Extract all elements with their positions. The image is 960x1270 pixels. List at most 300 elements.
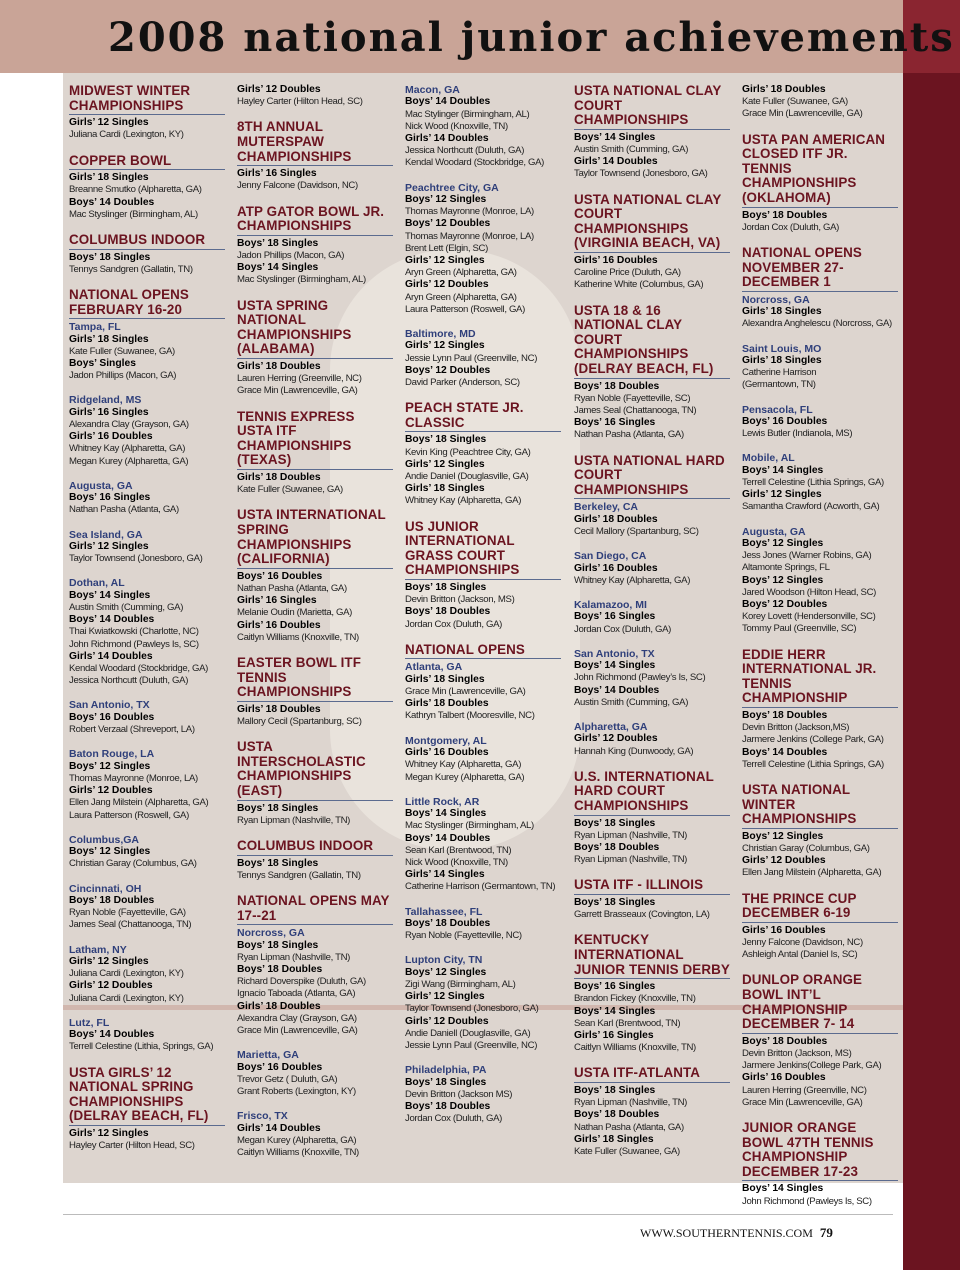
- location-label: Atlanta, GA: [405, 661, 463, 674]
- event-label: Girls’ 16 Doubles: [742, 924, 826, 936]
- spacer: [574, 538, 730, 550]
- header-band: [0, 0, 955, 73]
- location-label: Philadelphia, PA: [405, 1064, 487, 1077]
- location-label: Macon, GA: [405, 84, 460, 96]
- spacer: [69, 736, 225, 748]
- player-name: Kathryn Talbert (Mooresville, NC): [405, 710, 535, 722]
- player-name: Megan Kurey (Alpharetta, GA): [237, 1134, 357, 1146]
- event-label: Boys’ 14 Doubles: [405, 96, 491, 108]
- tournament-section: [742, 648, 898, 771]
- player-name: John Richmond (Pawley’s Is, SC): [574, 672, 706, 684]
- player-name: David Parker (Anderson, SC): [405, 377, 520, 389]
- location-label: Norcross, GA: [742, 293, 810, 306]
- player-name: Cecil Mallory (Spartanburg, SC): [574, 525, 699, 537]
- tournament-section: [742, 246, 898, 636]
- spacer: [237, 1037, 393, 1049]
- event-label: Girls’ 18 Doubles: [574, 513, 658, 525]
- tournament-title: USTA GIRLS’ 12 NATIONAL SPRING CHAMPIONSHIPS (DELRAY BEACH, FL): [69, 1066, 225, 1126]
- event-label: Girls’ 18 Singles: [742, 354, 822, 366]
- player-name: Hannah King (Dunwoody, GA): [574, 745, 694, 757]
- tournament-section: [237, 299, 393, 398]
- tournament-title: USTA NATIONAL HARD COURT CHAMPIONSHIPS: [574, 454, 730, 500]
- player-name: Jarmere Jenkins(College Park, GA): [742, 1060, 882, 1072]
- event-label: Boys’ 12 Singles: [405, 966, 487, 978]
- event-label: Boys’ 18 Singles: [405, 434, 487, 446]
- event-label: Boys’ 12 Doubles: [405, 218, 491, 230]
- player-name: Lewis Butler (Indianola, MS): [742, 428, 853, 440]
- player-name: Jenny Falcone (Davidson, NC): [237, 180, 358, 192]
- tournament-section: [405, 643, 561, 1126]
- event-label: Girls’ 12 Doubles: [237, 84, 321, 95]
- player-name: Nick Wood (Knoxville, TN): [405, 120, 508, 132]
- tournament-section: [574, 304, 730, 442]
- event-label: Boys’ 14 Singles: [69, 589, 151, 601]
- event-label: Girls’ 16 Doubles: [574, 254, 658, 266]
- event-label: Girls’ 12 Singles: [405, 340, 485, 352]
- event-label: Boys’ 14 Singles: [742, 464, 824, 476]
- event-label: Girls’ 18 Singles: [69, 172, 149, 184]
- tournament-title: PEACH STATE JR. CLASSIC: [405, 401, 561, 432]
- event-label: Boys’ 18 Doubles: [405, 606, 491, 618]
- event-label: Boys’ 18 Singles: [237, 802, 319, 814]
- tournament-section: [742, 1121, 898, 1208]
- event-label: Boys’ 16 Singles: [574, 611, 656, 623]
- player-name: Ryan Lipman (Nashville, TN): [237, 814, 351, 826]
- player-name: Nathan Pasha (Atlanta, GA): [237, 582, 347, 594]
- tournament-section: [742, 973, 898, 1109]
- spacer: [405, 316, 561, 328]
- event-label: Boys’ 14 Singles: [574, 1005, 656, 1017]
- column-3: [405, 84, 561, 1137]
- tournament-title: THE PRINCE CUP DECEMBER 6-19: [742, 892, 898, 923]
- location-label: Marietta, GA: [237, 1049, 299, 1062]
- tournament-title: DUNLOP ORANGE BOWL INT’L CHAMPIONSHIP DECEMBER 7- 14: [742, 973, 898, 1033]
- player-name: Jadon Phillips (Macon, GA): [69, 370, 177, 382]
- event-label: Boys’ 18 Singles: [574, 897, 656, 908]
- event-label: Girls’ 12 Singles: [69, 1127, 149, 1139]
- tournament-section: [405, 520, 561, 631]
- event-label: Boys’ 14 Doubles: [742, 746, 828, 758]
- event-label: Girls’ 16 Singles: [69, 406, 149, 418]
- player-name: Devin Britton (Jackson, MS): [405, 594, 515, 606]
- event-label: Girls’ 18 Doubles: [237, 1000, 321, 1012]
- tournament-title: USTA ITF-ATLANTA: [574, 1066, 730, 1083]
- player-name: Ryan Noble (Fayetteville, SC): [574, 392, 691, 404]
- event-label: Boys’ 12 Singles: [69, 760, 151, 772]
- spacer: [574, 709, 730, 721]
- event-label: Girls’ 12 Singles: [69, 117, 149, 129]
- player-name: Whitney Kay (Alpharetta, GA): [69, 443, 186, 455]
- player-name: Caitlyn Williams (Knoxville, TN): [574, 1042, 696, 1054]
- tournament-section: [574, 770, 730, 867]
- location-label: Latham, NY: [69, 943, 127, 956]
- tournament-section: [742, 783, 898, 880]
- event-label: Boys’ 18 Doubles: [574, 380, 660, 392]
- event-label: Boys’ 16 Singles: [574, 417, 656, 429]
- player-name: Mac Styslinger (Birmingham, AL): [237, 274, 366, 286]
- player-name: Juliana Cardi (Lexington, KY): [69, 129, 184, 141]
- spacer: [742, 331, 898, 343]
- player-name: Tennys Sandgren (Gallatin, TN): [237, 869, 361, 881]
- player-name: Ryan Lipman (Nashville, TN): [574, 854, 688, 866]
- tournament-section: [237, 894, 393, 1159]
- event-label: Girls’ 18 Doubles: [237, 471, 321, 483]
- event-label: Boys’ 12 Singles: [405, 194, 487, 206]
- location-label: Augusta, GA: [69, 479, 133, 492]
- player-name: Andie Daniel (Douglasville, GA): [405, 471, 529, 483]
- event-label: Girls’ 12 Doubles: [574, 733, 658, 745]
- column-4: [574, 84, 730, 1170]
- event-label: Girls’ 14 Doubles: [574, 156, 658, 168]
- player-name: Ignacio Taboada (Atlanta, GA): [237, 988, 356, 1000]
- tournament-title: USTA NATIONAL WINTER CHAMPIONSHIPS: [742, 783, 898, 829]
- event-label: Girls’ 18 Doubles: [742, 84, 826, 95]
- player-name: Hayley Carter (Hilton Head, SC): [69, 1140, 195, 1152]
- column-1: [69, 84, 225, 1164]
- player-name: Grace Min (Lawrenceville, GA): [742, 1096, 863, 1108]
- event-label: Boys’ 18 Singles: [237, 939, 319, 951]
- player-name: Tennys Sandgren (Gallatin, TN): [69, 263, 193, 275]
- location-label: Tallahassee, FL: [405, 905, 483, 918]
- player-name: Tommy Paul (Greenville, SC): [742, 623, 857, 635]
- player-name: Ryan Lipman (Nashville, TN): [574, 1097, 688, 1109]
- player-name: Melanie Oudin (Marietta, GA): [237, 607, 352, 619]
- location-label: Little Rock, AR: [405, 795, 480, 808]
- footer-site[interactable]: WWW.SOUTHERNTENNIS.COM: [640, 1226, 813, 1240]
- player-name: Grace Min (Lawrenceville, GA): [237, 385, 358, 397]
- location-label: Montgomery, AL: [405, 734, 487, 747]
- player-name: Jessie Lynn Paul (Greenville, NC): [405, 352, 538, 364]
- spacer: [405, 1052, 561, 1064]
- player-name: Whitney Kay (Alpharetta, GA): [405, 495, 522, 507]
- player-name: Ryan Noble (Fayetteville, GA): [69, 907, 186, 919]
- event-label: Girls’ 14 Doubles: [405, 133, 489, 145]
- location-label: Columbus,GA: [69, 833, 139, 846]
- player-name: Juliana Cardi (Lexington, KY): [69, 992, 184, 1004]
- tournament-title: COLUMBUS INDOOR: [237, 839, 393, 856]
- tournament-title: USTA NATIONAL CLAY COURT CHAMPIONSHIPS (VIRGINIA BEACH, VA): [574, 193, 730, 253]
- event-label: Boys’ 18 Singles: [405, 582, 487, 594]
- tournament-title: TENNIS EXPRESS USTA ITF CHAMPIONSHIPS (TEXAS): [237, 410, 393, 470]
- player-name: Terrell Celestine (Lithia Springs, GA): [742, 758, 884, 770]
- location-label: Norcross, GA: [237, 927, 305, 940]
- tournament-title: USTA PAN AMERICAN CLOSED ITF JR. TENNIS CHAMPIONSHIPS (OKLAHOMA): [742, 133, 898, 208]
- column-2: [237, 84, 393, 1171]
- player-name: Catherine Harrison (Germantown, TN): [405, 881, 556, 893]
- player-name: Ryan Lipman (Nashville, TN): [237, 951, 351, 963]
- event-label: Boys’ 14 Doubles: [405, 832, 491, 844]
- player-name: Taylor Townsend (Jonesboro, GA): [574, 168, 708, 180]
- player-name: Ellen Jang Milstein (Alpharetta, GA): [742, 867, 882, 879]
- tournament-section: [742, 892, 898, 962]
- event-label: Girls’ 18 Singles: [69, 333, 149, 345]
- tournament-title: KENTUCKY INTERNATIONAL JUNIOR TENNIS DERBY: [574, 933, 730, 979]
- tournament-section: [574, 454, 730, 758]
- location-label: Augusta, GA: [742, 525, 806, 538]
- player-name: Caroline Price (Duluth, GA): [574, 267, 681, 279]
- player-name: Mac Styslinger (Birmingham, AL): [69, 208, 198, 220]
- event-label: Girls’ 12 Singles: [742, 489, 822, 501]
- location-label: Peachtree City, GA: [405, 181, 499, 194]
- event-label: Boys’ 18 Doubles: [69, 894, 155, 906]
- player-name: Altamonte Springs, FL: [742, 562, 830, 574]
- player-name: Katherine White (Columbus, GA): [574, 279, 704, 291]
- tournament-section: [237, 508, 393, 644]
- player-name: Andie Daniell (Douglasville, GA): [405, 1027, 531, 1039]
- location-label: San Antonio, TX: [69, 699, 150, 712]
- event-label: Girls’ 12 Doubles: [742, 855, 826, 867]
- player-name: Kevin King (Peachtree City, GA): [405, 446, 531, 458]
- tournament-title: COLUMBUS INDOOR: [69, 233, 225, 250]
- player-name: Kendal Woodard (Stockbridge, GA): [69, 663, 209, 675]
- event-label: Boys’ 14 Singles: [742, 1183, 824, 1195]
- player-name: Juliana Cardi (Lexington, KY): [69, 968, 184, 980]
- event-label: Boys’ 18 Doubles: [742, 209, 828, 221]
- location-label: San Diego, CA: [574, 550, 647, 563]
- event-label: Boys’ 14 Doubles: [574, 684, 660, 696]
- player-name: Aryn Green (Alpharetta, GA): [405, 267, 517, 279]
- player-name: Catherine Harrison: [742, 367, 817, 379]
- player-name: Trevor Getz ( Duluth, GA): [237, 1073, 338, 1085]
- player-name: (Germantown, TN): [742, 379, 816, 391]
- spacer: [405, 894, 561, 906]
- player-name: Terrell Celestine (Lithia Springs, GA): [742, 477, 884, 489]
- player-name: John Richmond (Pawleys Is, SC): [69, 638, 199, 650]
- player-name: Jarmere Jenkins (College Park, GA): [742, 734, 884, 746]
- player-name: Nathan Pasha (Atlanta, GA): [574, 1121, 684, 1133]
- event-label: Boys’ 18 Singles: [574, 817, 656, 829]
- event-label: Girls’ 12 Doubles: [405, 279, 489, 291]
- player-name: Jadon Phillips (Macon, GA): [237, 249, 345, 261]
- event-label: Girls’ 18 Doubles: [405, 698, 489, 710]
- tournament-title: US JUNIOR INTERNATIONAL GRASS COURT CHAMPIONSHIPS: [405, 520, 561, 580]
- event-label: Boys’ 12 Singles: [742, 574, 824, 586]
- player-name: Mac Stylinger (Birmingham, AL): [405, 108, 530, 120]
- tournament-section: [405, 401, 561, 507]
- event-label: Boys’ 18 Doubles: [742, 710, 828, 722]
- player-name: Jordan Cox (Duluth, GA): [574, 623, 671, 635]
- tournament-section: [237, 839, 393, 882]
- tournament-section: [69, 154, 225, 221]
- event-label: Girls’ 12 Singles: [405, 458, 485, 470]
- spacer: [405, 784, 561, 796]
- player-name: Devin Britton (Jackson,MS): [742, 722, 850, 734]
- player-name: Grace Min (Lawrenceville, GA): [742, 108, 863, 120]
- tournament-title: USTA INTERSCHOLASTIC CHAMPIONSHIPS (EAST): [237, 740, 393, 800]
- event-label: Girls’ 12 Singles: [69, 541, 149, 553]
- event-label: Boys’ 18 Singles: [69, 251, 151, 263]
- spacer: [69, 687, 225, 699]
- player-name: James Seal (Chattanooga, TN): [574, 404, 697, 416]
- tournament-section: [69, 233, 225, 276]
- player-name: Richard Doverspike (Duluth, GA): [237, 976, 366, 988]
- event-label: Girls’ 12 Doubles: [405, 1015, 489, 1027]
- spacer: [742, 392, 898, 404]
- event-label: Boys’ 14 Doubles: [69, 614, 155, 626]
- location-label: Lupton City, TN: [405, 954, 483, 967]
- player-name: Laura Patterson (Roswell, GA): [69, 809, 189, 821]
- tournament-title: NATIONAL OPENS NOVEMBER 27-DECEMBER 1: [742, 246, 898, 292]
- player-name: Christian Garay (Columbus, GA): [742, 843, 870, 855]
- spacer: [69, 468, 225, 480]
- tournament-section: [574, 193, 730, 292]
- player-name: Samantha Crawford (Acworth, GA): [742, 501, 880, 513]
- event-label: Girls’ 14 Doubles: [237, 1122, 321, 1134]
- spacer: [69, 565, 225, 577]
- player-name: Nathan Pasha (Atlanta, GA): [574, 429, 684, 441]
- tournament-title: NATIONAL OPENS: [405, 643, 561, 660]
- player-name: Korey Lovett (Hendersonville, SC): [742, 611, 876, 623]
- player-name: Jess Jones (Warner Robins, GA): [742, 550, 872, 562]
- event-label: Boys’ 12 Singles: [742, 538, 824, 550]
- spacer: [69, 871, 225, 883]
- player-name: Jared Woodson (Hilton Head, SC): [742, 586, 877, 598]
- player-name: Breanne Smutko (Alpharetta, GA): [69, 184, 202, 196]
- location-label: Baton Rouge, LA: [69, 748, 155, 761]
- player-name: Sean Karl (Brentwood, TN): [405, 844, 512, 856]
- player-name: Jessica Northcutt (Duluth, GA): [405, 145, 525, 157]
- location-label: Mobile, AL: [742, 452, 795, 465]
- spacer: [69, 382, 225, 394]
- event-label: Girls’ 14 Singles: [405, 869, 485, 881]
- spacer: [405, 723, 561, 735]
- player-name: Ellen Jang Milstein (Alpharetta, GA): [69, 797, 209, 809]
- event-label: Girls’ 12 Doubles: [69, 785, 153, 797]
- location-label: Ridgeland, MS: [69, 394, 142, 407]
- player-name: Nathan Pasha (Atlanta, GA): [69, 504, 179, 516]
- player-name: Lauren Herring (Greenville, NC): [237, 373, 362, 385]
- player-name: Sean Karl (Brentwood, TN): [574, 1017, 681, 1029]
- tournament-title: USTA ITF - ILLINOIS: [574, 878, 730, 895]
- player-name: Thai Kwiatkowski (Charlotte, NC): [69, 626, 199, 638]
- player-name: Brent Lett (Elgin, SC): [405, 242, 488, 254]
- player-name: Thomas Mayronne (Monroe, LA): [405, 206, 534, 218]
- event-label: Girls’ 12 Singles: [69, 955, 149, 967]
- player-name: Lauren Herring (Greenville, NC): [742, 1084, 867, 1096]
- event-label: Boys’ 16 Doubles: [742, 416, 828, 427]
- footer-rule: [63, 1214, 893, 1215]
- tournament-title: 8TH ANNUAL MUTERSPAW CHAMPIONSHIPS: [237, 120, 393, 166]
- tournament-section: [574, 933, 730, 1054]
- event-label: Girls’ 12 Doubles: [69, 980, 153, 992]
- player-name: Alexandra Anghelescu (Norcross, GA): [742, 318, 892, 330]
- event-label: Girls’ 18 Singles: [405, 483, 485, 495]
- event-label: Boys’ 18 Doubles: [742, 1035, 828, 1047]
- player-name: Aryn Green (Alpharetta, GA): [405, 291, 517, 303]
- player-name: Taylor Townsend (Jonesboro, GA): [69, 553, 203, 565]
- tournament-title: ATP GATOR BOWL JR. CHAMPIONSHIPS: [237, 205, 393, 236]
- player-name: Megan Kurey (Alpharetta, GA): [405, 771, 525, 783]
- event-label: Girls’ 16 Singles: [237, 168, 317, 180]
- event-label: Boys’ 14 Singles: [574, 131, 656, 143]
- event-label: Boys’ 18 Singles: [574, 1085, 656, 1096]
- event-label: Girls’ 18 Doubles: [237, 703, 321, 715]
- tournament-title: JUNIOR ORANGE BOWL 47TH TENNIS CHAMPIONSHIP DECEMBER 17-23: [742, 1121, 898, 1181]
- player-name: Laura Patterson (Roswell, GA): [405, 303, 525, 315]
- event-label: Boys’ 14 Singles: [574, 660, 656, 672]
- player-name: Kate Fuller (Suwanee, GA): [742, 96, 848, 108]
- player-name: Garrett Brasseaux (Covington, LA): [574, 909, 710, 921]
- tournament-section: [237, 656, 393, 728]
- location-label: Cincinnati, OH: [69, 882, 142, 895]
- spacer: [69, 517, 225, 529]
- location-label: San Antonio, TX: [574, 647, 655, 660]
- tournament-section: [237, 205, 393, 287]
- event-label: Girls’ 12 Singles: [405, 255, 485, 267]
- side-color-strip: [903, 0, 960, 1270]
- event-label: Boys’ 18 Singles: [405, 1076, 487, 1088]
- tournament-title: NATIONAL OPENS MAY 17--21: [237, 894, 393, 925]
- player-name: Whitney Kay (Alpharetta, GA): [405, 759, 522, 771]
- column-5: [742, 84, 898, 1220]
- tournament-title: USTA NATIONAL CLAY COURT CHAMPIONSHIPS: [574, 84, 730, 130]
- spacer: [742, 440, 898, 452]
- tournament-title: EASTER BOWL ITF TENNIS CHAMPIONSHIPS: [237, 656, 393, 702]
- event-label: Boys’ 12 Doubles: [742, 599, 828, 611]
- player-name: Ryan Noble (Fayetteville, NC): [405, 930, 522, 942]
- location-label: Alpharetta, GA: [574, 721, 648, 733]
- player-name: Kate Fuller (Suwanee, GA): [574, 1146, 680, 1158]
- player-name: Grant Roberts (Lexington, KY): [237, 1085, 356, 1097]
- event-label: Girls’ 18 Singles: [742, 306, 822, 318]
- player-name: Jessie Lynn Paul (Greenville, NC): [405, 1039, 538, 1051]
- tournament-section: [69, 288, 225, 1054]
- player-name: Whitney Kay (Alpharetta, GA): [574, 574, 691, 586]
- tournament-section: [237, 84, 393, 108]
- location-label: Saint Louis, MO: [742, 342, 822, 355]
- tournament-section: [574, 878, 730, 921]
- tournament-section: [69, 84, 225, 142]
- event-label: Boys’ 14 Singles: [405, 808, 487, 820]
- location-label: Sea Island, GA: [69, 528, 143, 541]
- event-label: Boys’ 16 Doubles: [69, 711, 155, 723]
- location-label: Baltimore, MD: [405, 328, 476, 341]
- event-label: Girls’ 16 Singles: [237, 595, 317, 607]
- event-label: Girls’ 16 Doubles: [742, 1072, 826, 1084]
- location-label: Dothan, AL: [69, 577, 125, 590]
- tournament-section: [237, 410, 393, 497]
- event-label: Boys’ 14 Singles: [237, 262, 319, 274]
- tournament-title: COPPER BOWL: [69, 154, 225, 171]
- player-name: Christian Garay (Columbus, GA): [69, 858, 197, 870]
- event-label: Boys’ 18 Doubles: [574, 1109, 660, 1121]
- player-name: Jordan Cox (Duluth, GA): [742, 221, 839, 233]
- spacer: [574, 636, 730, 648]
- location-label: Lutz, FL: [69, 1016, 110, 1029]
- player-name: Devin Britton (Jackson MS): [405, 1088, 513, 1100]
- tournament-section: [237, 120, 393, 192]
- player-name: Alexandra Clay (Grayson, GA): [237, 1012, 357, 1024]
- player-name: Mallory Cecil (Spartanburg, SC): [237, 715, 362, 727]
- event-label: Boys’ 16 Doubles: [237, 570, 323, 582]
- tournament-title: EDDIE HERR INTERNATIONAL JR. TENNIS CHAMPIONSHIP: [742, 648, 898, 708]
- tournament-section: [405, 84, 561, 389]
- tournament-section: [742, 133, 898, 234]
- player-name: Alexandra Clay (Grayson, GA): [69, 419, 189, 431]
- event-label: Boys’ 18 Doubles: [237, 963, 323, 975]
- player-name: Nick Wood (Knoxville, TN): [405, 856, 508, 868]
- location-label: Pensacola, FL: [742, 403, 813, 416]
- event-label: Girls’ 16 Doubles: [69, 431, 153, 443]
- player-name: Grace Min (Lawrenceville, GA): [405, 686, 526, 698]
- event-label: Boys’ 14 Doubles: [69, 1029, 155, 1041]
- event-label: Boys’ 18 Doubles: [405, 1100, 491, 1112]
- spacer: [742, 514, 898, 526]
- player-name: Thomas Mayronne (Monroe, LA): [405, 230, 534, 242]
- tournament-section: [742, 84, 898, 121]
- player-name: Hayley Carter (Hilton Head, SC): [237, 96, 363, 108]
- event-label: Boys’ 16 Doubles: [237, 1061, 323, 1073]
